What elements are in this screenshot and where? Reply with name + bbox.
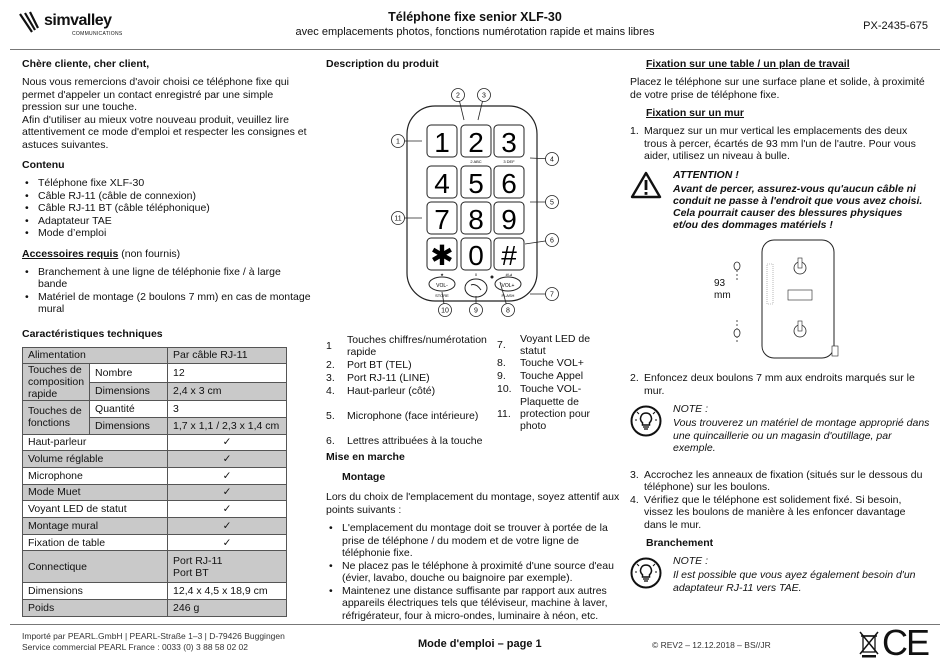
table-cell: Dimensions <box>90 382 168 401</box>
list-item: 4. Vérifiez que le téléphone est solidement fixé. Si besoin, vissez les boulons de manière à les enfoncer davantage dans le mur. <box>630 493 906 531</box>
table-cell: Dimensions <box>23 583 168 600</box>
legend-item <box>326 372 496 385</box>
table-row <box>23 501 287 518</box>
legend-item <box>326 333 496 359</box>
legend-number: 8. <box>497 357 506 369</box>
header-divider <box>10 49 940 50</box>
vol-plus-label: VOL+ <box>501 283 515 289</box>
intro-paragraph-1: Nous vous remercions d'avoir choisi ce téléphone fixe qui permet d'appeler un contact enregistré par une simple pression sur une touche. <box>22 76 289 113</box>
legend-text: Lettres attribuées à la touche <box>347 435 483 447</box>
key-sub-label: #/⊿ <box>505 272 513 277</box>
list-item: • L'emplacement du montage doit se trouver à portée de la prise de téléphone / du modem et de votre ligne de téléphonie fixe. <box>326 522 621 560</box>
lightbulb-icon <box>630 405 662 437</box>
wall-fix-title: Fixation sur un mur <box>646 107 745 119</box>
table-cell: Dimensions <box>90 417 168 434</box>
vol-minus-label: VOL- <box>436 283 448 289</box>
legend-item <box>497 383 622 396</box>
brand-name: simvalley <box>44 12 112 29</box>
specs-table <box>22 347 287 617</box>
table-row <box>23 583 287 600</box>
connectique-value-2: Port BT <box>173 566 209 579</box>
key-label: 0 <box>468 240 484 271</box>
flash-label: FLASH <box>501 293 515 298</box>
note-box-2 <box>630 555 930 594</box>
table-cell: Touches de fonctions <box>23 401 90 434</box>
table-cell: Alimentation <box>23 347 168 364</box>
legend-number: 10. <box>497 383 512 395</box>
table-cell: Haut-parleur <box>23 434 168 451</box>
legend-text: Port RJ-11 (LINE) <box>347 372 430 384</box>
legend-text: Voyant LED de statut <box>520 333 591 357</box>
wall-steps-2 <box>630 372 930 397</box>
list-item: 3. Accrochez les anneaux de fixation (situés sur le dessous du téléphone) sur les boulons. <box>630 468 923 493</box>
legend-text: Haut-parleur (côté) <box>347 385 436 397</box>
list-item: • Matériel de montage (2 boulons 7 mm) en cas de montage mural <box>22 291 312 316</box>
callout-number: 8 <box>506 307 510 315</box>
legend-text: Port BT (TEL) <box>347 359 412 371</box>
check-icon: ✓ <box>168 484 287 501</box>
table-cell: Microphone <box>23 467 168 484</box>
table-row <box>23 551 287 583</box>
greeting: Chère cliente, cher client, <box>22 58 150 70</box>
page-subtitle: avec emplacements photos, fonctions numérotation rapide et mains libres <box>295 26 655 38</box>
table-row <box>23 484 287 501</box>
key-label: # <box>501 240 517 271</box>
legend-item <box>497 396 622 432</box>
connectique-value-1: Port RJ-11 <box>173 554 223 567</box>
legend-item <box>326 359 496 372</box>
connect-title: Branchement <box>646 537 714 549</box>
contents-list <box>22 177 312 240</box>
callout-number: 3 <box>482 92 486 100</box>
key-label: 5 <box>468 168 484 199</box>
table-cell: Touches de composition rapide <box>23 364 90 401</box>
accessories-list <box>22 266 312 316</box>
accessories-title: Accessoires requis <box>22 247 119 260</box>
note-text: Vous trouverez un matériel de montage approprié dans une quincaillerie ou un magasin d'outillage, par exemple. <box>673 417 930 454</box>
legend-text: Plaquette de protection pour photo <box>520 396 591 432</box>
description-title: Description du produit <box>326 58 439 70</box>
list-item: • Adaptateur TAE <box>22 215 312 228</box>
list-item: • Ne placez pas le téléphone à proximité d'une source d'eau (évier, lavabo, douche ou baignoire par exemple). <box>326 560 621 585</box>
footer-line-2: Service commercial PEARL France : 0033 (0) 3 88 58 02 02 <box>22 642 248 652</box>
column-middle <box>326 58 621 76</box>
intro-paragraph-2: Afin d'utiliser au mieux votre nouveau produit, veuillez lire attentivement ce mode d'emploi et respecter les consignes et astuces suivantes. <box>22 113 307 151</box>
ce-mark-icon: CE <box>882 622 929 663</box>
step-text: Marquez sur un mur vertical les emplacements des deux trous à percer, écartés de 93 mm l'un de l'autre. Pour vous aider, utilisez un niveau à bulle. <box>644 125 916 162</box>
table-row <box>23 534 287 551</box>
wall-mount-diagram <box>722 238 942 363</box>
legend-number: 7. <box>497 339 506 351</box>
key-label: 4 <box>434 168 450 199</box>
callout-number: 1 <box>396 138 400 146</box>
brand-sub: COMMUNICATIONS <box>72 31 123 37</box>
table-row <box>23 518 287 535</box>
key-sub-label: 2 ABC <box>470 159 482 164</box>
legend-number: 2. <box>326 359 335 371</box>
step-text: Enfoncez deux boulons 7 mm aux endroits marqués sur le mur. <box>644 372 915 397</box>
legend-number: 11. <box>497 408 511 420</box>
legend-item <box>497 333 622 357</box>
legend-text: Touche VOL- <box>520 383 582 395</box>
table-row <box>23 347 287 364</box>
product-code: PX-2435-675 <box>863 20 928 32</box>
column-right <box>630 58 930 239</box>
footer-line-1: Importé par PEARL.GmbH | PEARL-Straße 1–3 | D-79426 Buggingen <box>22 631 285 641</box>
check-icon: ✓ <box>168 518 287 535</box>
table-cell: Connectique <box>23 551 168 583</box>
list-item: • Branchement à une ligne de téléphonie fixe / à large bande <box>22 266 312 291</box>
callout-number: 2 <box>456 92 460 100</box>
list-item: • Câble RJ-11 BT (câble téléphonique) <box>22 202 312 215</box>
table-cell: 3 <box>168 401 287 418</box>
list-item: • Téléphone fixe XLF-30 <box>22 177 312 190</box>
table-cell: 12,4 x 4,5 x 18,9 cm <box>168 583 287 600</box>
table-fix-text: Placez le téléphone sur une surface plane et solide, à proximité de votre prise de téléphone fixe. <box>630 76 925 101</box>
table-cell: Montage mural <box>23 518 168 535</box>
legend-text: Touche Appel <box>520 370 584 382</box>
check-icon: ✓ <box>168 451 287 468</box>
table-cell: 2,4 x 3 cm <box>168 382 287 401</box>
callout-number: 4 <box>550 156 554 164</box>
setup-section <box>326 451 621 630</box>
key-label: 2 <box>468 127 484 158</box>
phone-diagram <box>380 86 565 318</box>
specs-title: Caractéristiques techniques <box>22 327 163 340</box>
warning-icon <box>630 171 662 199</box>
table-cell: Quantité <box>90 401 168 418</box>
callout-number: 11 <box>394 215 402 223</box>
table-cell: Poids <box>23 600 168 617</box>
key-label: 9 <box>501 204 517 235</box>
accessories-heading <box>22 248 312 260</box>
contents-title: Contenu <box>22 159 65 171</box>
legend-item <box>497 370 622 383</box>
column-left <box>22 58 312 617</box>
mount-intro: Lors du choix de l'emplacement du montage, soyez attentif aux points suivants : <box>326 491 620 516</box>
note-box-1 <box>630 403 930 455</box>
attention-title: ATTENTION ! <box>673 168 739 181</box>
footer-page: Mode d'emploi – page 1 <box>418 638 542 650</box>
table-row <box>23 364 287 383</box>
key-label: 6 <box>501 168 517 199</box>
callout-number: 10 <box>441 307 449 315</box>
list-item: • Câble RJ-11 (câble de connexion) <box>22 190 312 203</box>
footer-divider <box>10 624 940 625</box>
table-row <box>23 600 287 617</box>
legend-number: 4. <box>326 385 335 397</box>
legend-item <box>497 357 622 370</box>
table-row <box>23 401 287 418</box>
led-icon <box>491 276 494 279</box>
accessories-note: (non fournis) <box>118 247 181 260</box>
column-right-lower <box>630 372 930 602</box>
check-icon: ✓ <box>168 534 287 551</box>
key-label: ✱ <box>430 240 454 271</box>
table-cell: Nombre <box>90 364 168 383</box>
list-item: 2. Enfoncez deux boulons 7 mm aux endroits marqués sur le mur. <box>630 372 915 397</box>
legend-number: 6. <box>326 435 335 447</box>
page-title: Téléphone fixe senior XLF-30 <box>388 10 562 24</box>
lightbulb-icon <box>630 557 662 589</box>
table-cell: Mode Muet <box>23 484 168 501</box>
legend-item <box>326 385 496 410</box>
table-row <box>23 467 287 484</box>
list-item: • Mode d’emploi <box>22 227 312 240</box>
step-text: Vérifiez que le téléphone est solidement fixé. Si besoin, vissez les boulons de manière à les enfoncer davantage dans le mur. <box>644 493 906 531</box>
legend-right <box>497 333 622 432</box>
table-cell <box>168 551 287 583</box>
legend-number: 1 <box>326 340 332 352</box>
legend-left <box>326 333 496 448</box>
table-cell: Volume réglable <box>23 451 168 468</box>
table-row <box>23 434 287 451</box>
legend-item <box>326 435 496 448</box>
table-fix-title: Fixation sur une table / un plan de travail <box>646 58 850 70</box>
footer-revision: © REV2 – 12.12.2018 – BS//JR <box>652 640 771 650</box>
footer-importer <box>22 631 285 653</box>
legend-text: Touche VOL+ <box>520 357 584 369</box>
wall-steps <box>630 125 930 163</box>
table-cell: 246 g <box>168 600 287 617</box>
legend-number: 9. <box>497 370 506 382</box>
setup-title: Mise en marche <box>326 451 405 463</box>
note-title: NOTE : <box>673 555 709 567</box>
callout-number: 7 <box>550 291 554 299</box>
attention-text: Avant de percer, assurez-vous qu'aucun câble ni conduit ne passe à l'endroit que vous avez choisi. Cela pourrait causer des blessures physiques et/ou des dommages matériels ! <box>673 182 923 231</box>
key-sub-label: 0 <box>474 272 478 277</box>
wall-steps-3 <box>630 469 930 532</box>
legend-number: 5. <box>326 410 335 422</box>
key-label: 3 <box>501 127 517 158</box>
table-cell: 12 <box>168 364 287 383</box>
step-text: Accrochez les anneaux de fixation (situés sur le dessous du téléphone) sur les boulons. <box>644 468 923 493</box>
check-icon: ✓ <box>168 501 287 518</box>
legend-item <box>326 410 496 435</box>
key-label: 7 <box>434 204 450 235</box>
key-sub-label: ★ <box>440 272 444 277</box>
mount-list <box>326 522 621 622</box>
store-label: STORE <box>435 293 449 298</box>
table-cell: 1,7 x 1,1 / 2,3 x 1,4 cm <box>168 417 287 434</box>
list-item: 1. Marquez sur un mur vertical les emplacements des deux trous à percer, écartés de 93 mm l'un de l'autre. Pour vous aider, utilisez un niveau à bulle. <box>630 125 916 162</box>
table-cell: Voyant LED de statut <box>23 501 168 518</box>
table-cell: Fixation de table <box>23 534 168 551</box>
legend-text: Touches chiffres/numérotation rapide <box>347 334 487 358</box>
legend-number: 3. <box>326 372 335 384</box>
mount-title: Montage <box>342 471 386 483</box>
measure-label: 93 mm <box>714 278 731 301</box>
table-row <box>23 451 287 468</box>
table-cell: Par câble RJ-11 <box>168 347 287 364</box>
callout-number: 6 <box>550 237 554 245</box>
legend-text: Microphone (face intérieure) <box>347 410 479 422</box>
key-label: 1 <box>434 127 450 158</box>
note-title: NOTE : <box>673 403 709 415</box>
check-icon: ✓ <box>168 467 287 484</box>
callout-number: 9 <box>474 307 478 315</box>
weee-bin-icon <box>858 630 880 658</box>
attention-box <box>630 169 930 231</box>
note-text: Il est possible que vous ayez également besoin d'un adaptateur RJ-11 vers TAE. <box>673 569 916 594</box>
check-icon: ✓ <box>168 434 287 451</box>
callout-number: 5 <box>550 199 554 207</box>
key-sub-label: 3 DEF <box>503 159 515 164</box>
list-item: • Maintenez une distance suffisante par rapport aux autres appareils électriques tels que téléviseur, machine à laver, réfrigérateur, four à micro-ondes, luminaire à néon, etc. <box>326 585 621 623</box>
key-label: 8 <box>468 204 484 235</box>
